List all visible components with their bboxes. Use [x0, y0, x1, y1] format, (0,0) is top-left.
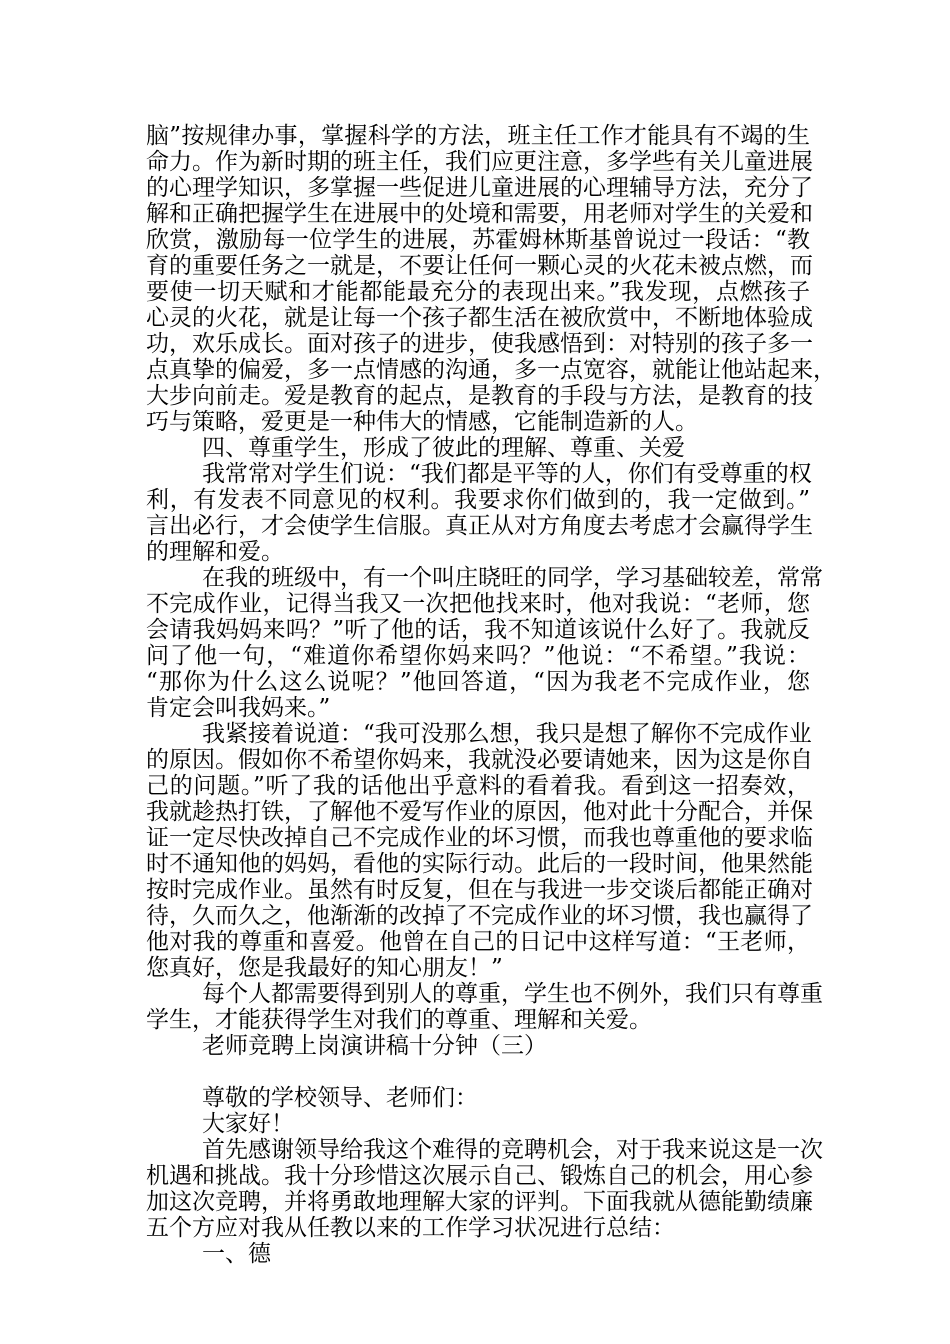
text-line: 一、德: [202, 1241, 271, 1267]
text-line: 己的问题。”听了我的话他出乎意料的看着我。看到这一招奏效，: [146, 773, 810, 799]
paragraph: [146, 461, 813, 565]
text-line: 言出必行，才会使学生信服。真正从对方角度去考虑才会赢得学生: [146, 513, 813, 539]
text-line: 我就趁热打铁，了解他不爱写作业的原因，他对此十分配合，并保: [146, 799, 813, 825]
text-line: 我常常对学生们说：“我们都是平等的人，你们有受尊重的权: [202, 461, 812, 487]
paragraph: [146, 123, 836, 435]
text-line: 育的重要任务之一就是，不要让任何一颗心灵的火花未被点燃，而: [146, 253, 813, 279]
text-line: 肯定会叫我妈来。”: [146, 695, 331, 721]
text-line: 点真挚的偏爱，多一点情感的沟通，多一点宽容，就能让他站起来，: [146, 357, 836, 383]
paragraph: [146, 565, 823, 721]
text-line: 我紧接着说道：“我可没那么想，我只是想了解你不完成作业: [202, 721, 812, 747]
paragraph: [146, 1137, 823, 1241]
text-line: 四、尊重学生，形成了彼此的理解、尊重、关爱: [202, 435, 685, 461]
text-line: 命力。作为新时期的班主任，我们应更注意，多学些有关儿童进展: [146, 149, 813, 175]
text-line: 大步向前走。爱是教育的起点，是教育的手段与方法，是教育的技: [146, 383, 813, 409]
text-line: 的理解和爱。: [146, 539, 284, 565]
text-line: 要使一切天赋和才能都能最充分的表现出来。”我发现，点燃孩子: [146, 279, 810, 305]
text-line: 大家好！: [202, 1111, 294, 1137]
text-line: 问了他一句，“难道你希望你妈来吗？”他说：“不希望。”我说：: [146, 643, 810, 669]
paragraph: [146, 981, 823, 1033]
text-line: 的心理学知识，多掌握一些促进儿童进展的心理辅导方法，充分了: [146, 175, 813, 201]
text-line: 尊敬的学校领导、老师们：: [202, 1085, 478, 1111]
text-line: 他对我的尊重和喜爱。他曾在自己的日记中这样写道：“王老师，: [146, 929, 810, 955]
text-line: 证一定尽快改掉自己不完成作业的坏习惯，而我也尊重他的要求临: [146, 825, 813, 851]
text-line: 加这次竞聘，并将勇敢地理解大家的评判。下面我就从德能勤绩廉: [146, 1189, 813, 1215]
text-line: 不完成作业，记得当我又一次把他找来时，他对我说：“老师，您: [146, 591, 810, 617]
text-line: 在我的班级中，有一个叫庄晓旺的同学，学习基础较差，常常: [202, 565, 823, 591]
text-line: 的原因。假如你不希望你妈来，我就没必要请她来，因为这是你自: [146, 747, 813, 773]
text-line: 您真好，您是我最好的知心朋友！”: [146, 955, 503, 981]
text-line: “那你为什么这么说呢？”他回答道，“因为我老不完成作业，您: [146, 669, 810, 695]
text-line: 按时完成作业。虽然有时反复，但在与我进一步交谈后都能正确对: [146, 877, 813, 903]
text-line: 老师竞聘上岗演讲稿十分钟（三）: [202, 1033, 547, 1059]
text-line: 欣赏，激励每一位学生的进展，苏霍姆林斯基曾说过一段话：“教: [146, 227, 810, 253]
text-line: 待，久而久之，他渐渐的改掉了不完成作业的坏习惯，我也赢得了: [146, 903, 813, 929]
paragraph: [146, 721, 813, 981]
document-body: [146, 123, 836, 1267]
text-line: 利，有发表不同意见的权利。我要求你们做到的，我一定做到。”: [146, 487, 810, 513]
paragraph: [146, 1033, 810, 1059]
text-line: 会请我妈妈来吗？”听了他的话，我不知道该说什么好了。我就反: [146, 617, 810, 643]
text-line: 解和正确把握学生在进展中的处境和需要，用老师对学生的关爱和: [146, 201, 813, 227]
text-line: 功，欢乐成长。面对孩子的进步，使我感悟到：对特别的孩子多一: [146, 331, 813, 357]
text-line: 时不通知他的妈妈，看他的实际行动。此后的一段时间，他果然能: [146, 851, 813, 877]
paragraph: [146, 1111, 810, 1137]
text-line: 学生，才能获得学生对我们的尊重、理解和关爱。: [146, 1007, 652, 1033]
paragraph: [146, 1241, 810, 1267]
text-line: 首先感谢领导给我这个难得的竞聘机会，对于我来说这是一次: [202, 1137, 823, 1163]
paragraph: [146, 435, 810, 461]
text-line: 机遇和挑战。我十分珍惜这次展示自己、锻炼自己的机会，用心参: [146, 1163, 813, 1189]
paragraph: [146, 1085, 810, 1111]
text-line: 巧与策略，爱更是一种伟大的情感，它能制造新的人。: [146, 409, 698, 435]
text-line: 脑”按规律办事，掌握科学的方法，班主任工作才能具有不竭的生: [146, 123, 810, 149]
text-line: 五个方应对我从任教以来的工作学习状况进行总结：: [146, 1215, 675, 1241]
text-line: 心灵的火花，就是让每一个孩子都生活在被欣赏中，不断地体验成: [146, 305, 813, 331]
blank-line: [146, 1059, 810, 1085]
text-line: 每个人都需要得到别人的尊重，学生也不例外，我们只有尊重: [202, 981, 823, 1007]
